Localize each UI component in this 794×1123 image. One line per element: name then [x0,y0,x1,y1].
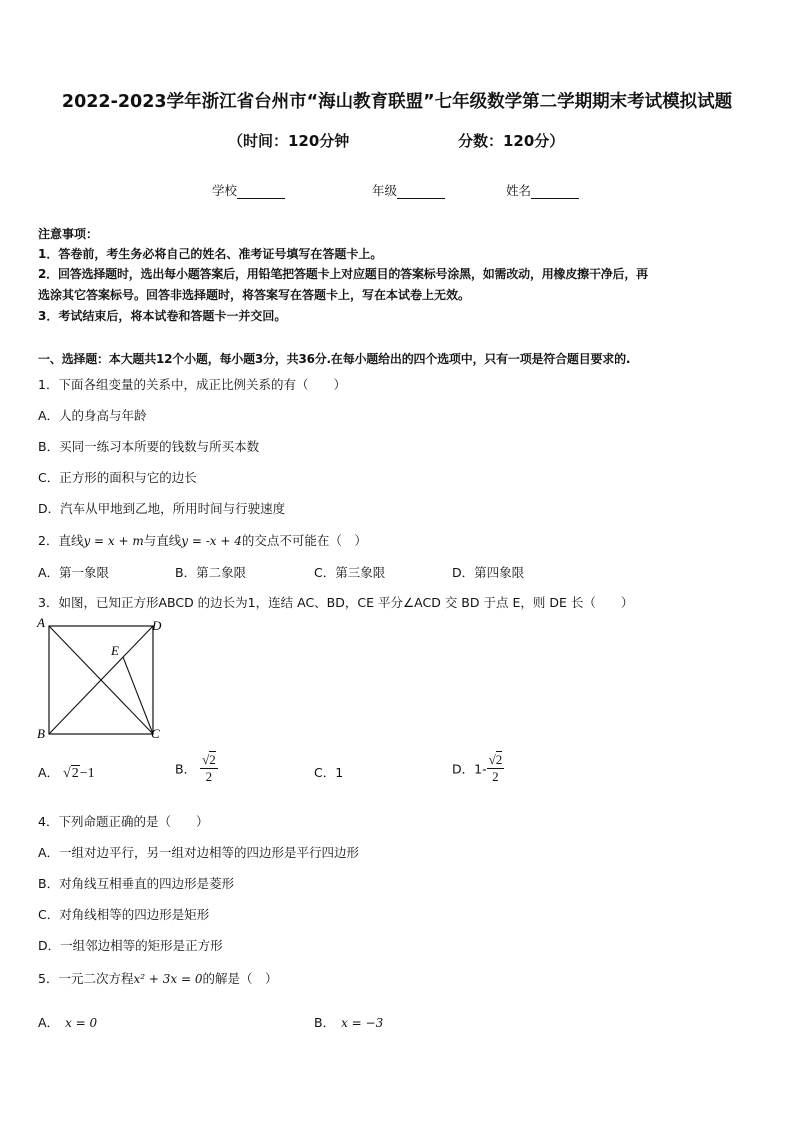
name-field [506,181,579,199]
q5-stem-suffix: 的解是（ ） [202,971,278,986]
q1-option-b: B．买同一练习本所要的钱数与所买本数 [38,439,260,454]
q3-option-b-numerator: √2 [202,752,216,767]
vertex-d-label: D [152,618,162,633]
q5-option-a-expr: x = 0 [65,1016,98,1030]
vertex-c-label: C [151,726,160,741]
q4-option-c: C．对角线相等的四边形是矩形 [38,907,210,922]
q2-expr-1: y = x + m [83,534,144,548]
q3-option-a-tail: −1 [79,766,95,781]
q3-option-d-label: D．1- [452,761,487,777]
q2-stem-prefix: 2．直线 [38,533,84,548]
q5-option-a [38,1013,97,1031]
grade-field [372,181,445,199]
q5-option-b [314,1013,383,1031]
grade-label: 年级 [372,183,398,198]
q4-option-b: B．对角线互相垂直的四边形是菱形 [38,876,235,891]
q3-option-b-radicand: 2 [209,752,216,767]
point-e-label: E [111,643,119,658]
exam-time: （时间：120分钟 [228,132,350,150]
notes-item-1: 1．答卷前，考生务必将自己的姓名、准考证号填写在答题卡上。 [38,247,383,261]
school-blank [237,186,285,199]
school-label: 学校 [212,183,238,198]
q1-option-c: C．正方形的面积与它的边长 [38,470,197,485]
q1-option-a: A．人的身高与年龄 [38,408,147,423]
q3-option-d-numerator: √2 [488,752,503,767]
q1-stem: 1．下面各组变量的关系中，成正比例关系的有（ ） [38,377,346,392]
q4-stem: 4．下列命题正确的是（ ） [38,814,209,829]
q2-stem-suffix: 的交点不可能在（ ） [241,533,367,548]
q3-option-d-denominator: 2 [492,769,499,784]
q2-expr-2: y = -x + 4 [181,534,242,548]
q5-stem [38,969,277,987]
q3-stem: 3．如图，已知正方形ABCD 的边长为1，连结 AC、BD，CE 平分∠ACD 交 BD 于点 E，则 DE 长（ ） [38,595,634,610]
q3-option-d-radicand: 2 [495,752,503,767]
q3-option-a-expr: √2−1 [63,766,95,781]
q3-option-a [38,763,95,782]
q5-stem-prefix: 5．一元二次方程 [38,971,134,986]
notes-item-3: 3．考试结束后，将本试卷和答题卡一并交回。 [38,309,287,323]
vertex-a-label: A [37,616,45,630]
notes-item-2-cont: 选涂其它答案标号。回答非选择题时，将答案写在答题卡上，写在本试卷上无效。 [38,288,471,302]
name-blank [531,186,579,199]
q3-option-b-label: B． [175,761,197,777]
notes-heading: 注意事项： [38,227,99,241]
exam-score: 分数：120分） [458,132,565,150]
q3-option-c: C．1 [314,765,344,780]
exam-title: 2022-2023学年浙江省台州市“海山教育联盟”七年级数学第二学期期末考试模拟试题 [61,92,733,112]
q3-option-d-fraction [487,752,505,785]
q2-option-a: A．第一象限 [38,565,110,580]
q3-option-a-label: A． [38,765,60,780]
grade-blank [397,186,445,199]
q4-option-d: D．一组邻边相等的矩形是正方形 [38,938,223,953]
q5-option-b-label: B． [314,1015,336,1030]
q5-option-a-label: A． [38,1015,60,1030]
q4-option-a: A．一组对边平行，另一组对边相等的四边形是平行四边形 [38,845,360,860]
q3-option-b [175,752,218,785]
q2-option-c: C．第三象限 [314,565,386,580]
q5-equation: x² + 3x = 0 [133,972,203,986]
notes-item-2: 2．回答选择题时，选出每小题答案后，用铅笔把答题卡上对应题目的答案标号涂黑，如需改动，用橡皮擦干净后，再 [38,267,648,281]
q2-option-b: B．第二象限 [175,565,247,580]
q3-option-a-radicand: 2 [71,766,79,781]
school-field [212,181,285,199]
q3-option-b-denominator: 2 [205,769,213,784]
q3-option-b-fraction [200,752,218,785]
section-heading: 一、选择题：本大题共12个小题，每小题3分，共36分.在每小题给出的四个选项中，只有一项是符合题目要求的. [38,352,631,366]
q1-option-d: D．汽车从甲地到乙地，所用时间与行驶速度 [38,501,286,516]
name-label: 姓名 [506,183,532,198]
q5-option-b-expr: x = −3 [341,1016,384,1030]
bisector-ce [123,657,153,734]
square-figure [34,616,170,746]
q2-stem-mid: 与直线 [143,533,182,548]
q2-option-d: D．第四象限 [452,565,525,580]
q2-stem [38,531,367,549]
q3-option-d [452,752,504,785]
vertex-b-label: B [37,726,45,741]
